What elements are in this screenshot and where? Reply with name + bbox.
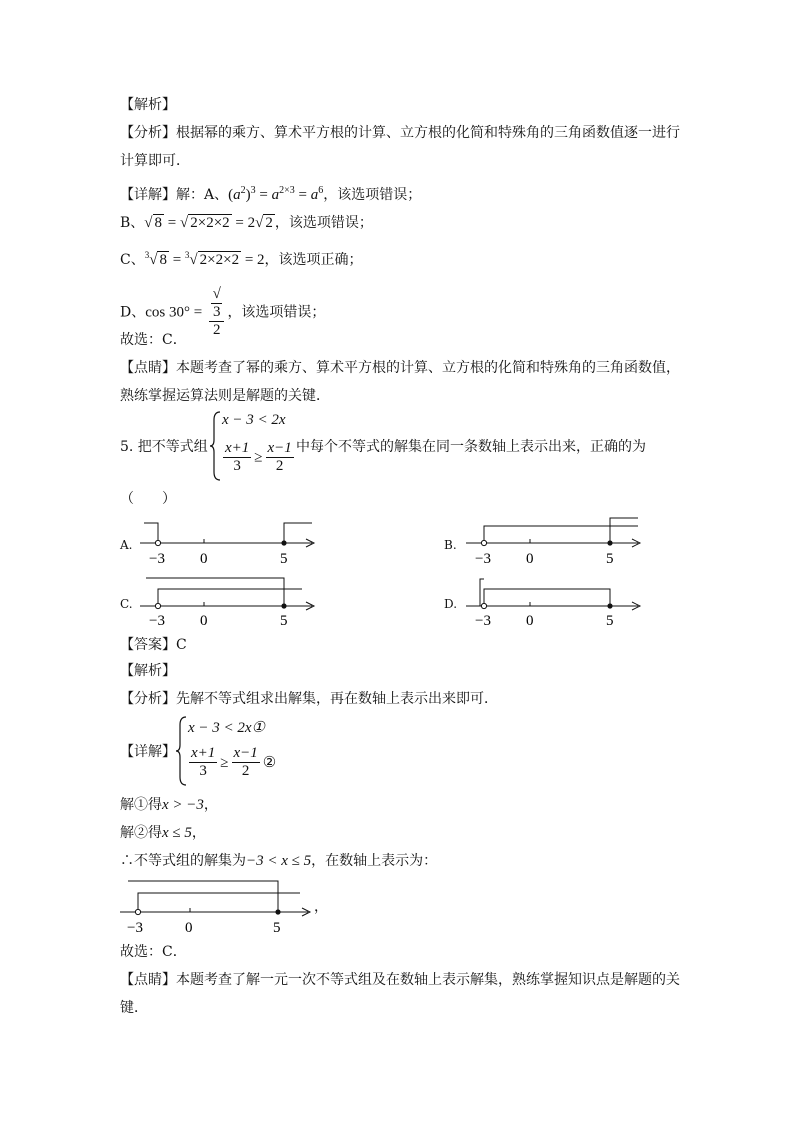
dianjing-tag: 【点睛】 [120,360,176,376]
q5-jiexi-heading: 【解析】 [120,663,176,679]
ray-left [144,523,158,543]
tick-label-0: 0 [200,613,208,629]
open-dot-minus3 [135,909,140,914]
detail-frac-2: $\frac{x-1}{2}$ [233,745,258,779]
option-c-suffix: ，该选项正确； [264,252,363,268]
q5-stem-suffix: 中每个不等式的解集在同一条数轴上表示出来，正确的为 [296,439,646,455]
q5-detail-eq1: x − 3 < 2x① [188,720,266,736]
q4-dianjing-line-1 [120,358,680,378]
open-dot-minus3 [481,540,486,545]
tick-label-minus3: −3 [149,551,165,567]
dianjing-tag: 【点睛】 [120,972,176,988]
tick-label-minus3: −3 [475,613,491,629]
fenxi-tag: 【分析】 [120,125,176,141]
open-dot-minus3 [481,603,486,608]
ray-left-tail [480,579,484,606]
solve-2-label: 解②得 [120,825,162,841]
open-dot-minus3 [155,603,160,608]
solve-1-line [120,795,218,815]
dianjing-text: 本题考查了解一元一次不等式组及在数轴上表示解集，熟练掌握知识点是解题的关 [176,972,680,988]
tick-label-0: 0 [526,551,534,567]
tick-label-5: 5 [280,551,288,567]
answer-value: C [176,637,187,653]
q5-answer-line [120,635,187,655]
dianjing-text: 本题考查了幂的乘方、算术平方根的计算、立方根的化简和特殊角的三角函数值， [176,360,680,376]
tick-label-minus3: −3 [475,551,491,567]
option-c-math: $^3$√ 8 = $^3$√ 2×2×2 = 2 [144,250,265,268]
closed-dot-5 [607,603,612,608]
option-d-number-line [466,574,646,629]
ray-right-from-minus3 [158,589,302,606]
tick-label-0: 0 [185,920,193,936]
ray-right-from-minus3 [138,893,300,912]
solve-2-math: x ≤ 5 [162,825,192,841]
q4-dianjing-line-2: 熟练掌握运算法则是解题的关键． [120,388,330,404]
option-c-number-line [140,574,320,629]
therefore-symbol: ∴ [120,853,134,869]
q5-number: 5. 把不等式组 [120,439,208,455]
fenxi-tag: 【分析】 [120,691,176,707]
q5-dianjing-line-2: 键． [120,1000,148,1016]
fenxi-text: 根据幂的乘方、算术平方根的计算、立方根的化简和特殊角的三角函数值逐一进行 [176,125,680,141]
option-d-label: D. [444,597,458,611]
fenxi-line-1 [120,123,680,143]
q5-guxuan: 故选：C． [120,944,187,960]
tick-label-5: 5 [280,613,288,629]
option-c-line [120,245,363,270]
option-b-number-line [466,515,646,570]
option-a-math: $(a^2)^3 = a^{2\times 3} = a^6$ [228,185,324,203]
solution-line [120,851,437,871]
answer-tag: 【答案】 [120,637,176,653]
q5-xiangjie-tag: 【详解】 [120,744,176,760]
tick-label-5: 5 [606,551,614,567]
ray-right-from-5 [610,518,638,543]
closed-dot-5 [281,540,286,545]
solution-suffix: ，在数轴上表示为： [311,853,438,869]
ray-right-from-minus3 [484,526,638,543]
tick-label-0: 0 [200,551,208,567]
ray-left-from-5 [128,881,278,912]
detail-geq: ≥ [220,755,229,771]
closed-dot-5 [281,603,286,608]
option-d-math: cos 30° = [145,304,206,321]
number-line-comma: ， [314,899,328,915]
q5-system-line1: x − 3 < 2x [222,412,286,428]
option-a-suffix: ，该选项错误； [323,187,422,203]
open-dot-minus3 [155,540,160,545]
fenxi-line-2: 计算即可． [120,153,190,169]
closed-dot-5 [607,540,612,545]
solve-1-label: 解①得 [120,797,162,813]
solution-prefix: 不等式组的解集为 [134,853,246,869]
q5-system-line2 [220,440,297,475]
q5-frac-2: $\frac{x-1}{2}$ [267,440,292,474]
solution-number-line [118,876,318,938]
q5-frac-1: $\frac{x+1}{3}$ [225,440,250,474]
option-a-prefix: 解：A、 [176,187,229,203]
tick-label-5: 5 [273,920,281,936]
closed-dot-5 [275,909,280,914]
jiexi-heading: 【解析】 [120,97,176,113]
option-c-label: C. [120,597,133,611]
q5-detail-eq2 [186,745,276,780]
option-b-suffix: ，该选项错误； [274,215,373,231]
option-b-math: √ 8 = √ 2×2×2 = 2√ 2 [144,215,273,231]
option-c-prefix: C、 [120,252,145,268]
q4-guxuan: 故选：C． [120,332,187,348]
option-b-prefix: B、 [120,215,145,231]
option-a-number-line [140,518,320,570]
solve-1-math: x > −3 [162,797,204,813]
comma: ， [203,797,218,813]
tick-label-minus3: −3 [149,613,165,629]
option-b-label: B. [444,538,457,552]
comma: ， [191,825,206,841]
segment-minus3-to-5 [484,589,610,606]
option-a-label: A. [120,538,133,552]
q5-paren: （ ） [120,491,176,507]
q5-dianjing-line-1 [120,970,680,990]
q5-geq: ≥ [254,449,263,466]
detail-frac-1: $\frac{x+1}{3}$ [191,745,216,779]
tick-label-minus3: −3 [127,920,143,936]
ray-left-from-5 [146,578,284,606]
q5-fenxi-line [120,689,498,709]
solve-2-line [120,823,206,843]
option-b-line [120,213,373,233]
circle-2: ② [262,755,277,771]
solution-math: −3 < x ≤ 5 [246,853,312,869]
tick-label-5: 5 [606,613,614,629]
tick-label-0: 0 [526,613,534,629]
option-d-prefix: D、 [120,304,146,321]
xiangjie-a-line [120,181,421,205]
xiangjie-tag: 【详解】 [120,187,176,203]
option-d-fraction: √ 3 2 [209,286,225,339]
fenxi-text: 先解不等式组求出解集，再在数轴上表示出来即可． [176,691,498,707]
option-d-suffix: ，该选项错误； [227,304,326,321]
